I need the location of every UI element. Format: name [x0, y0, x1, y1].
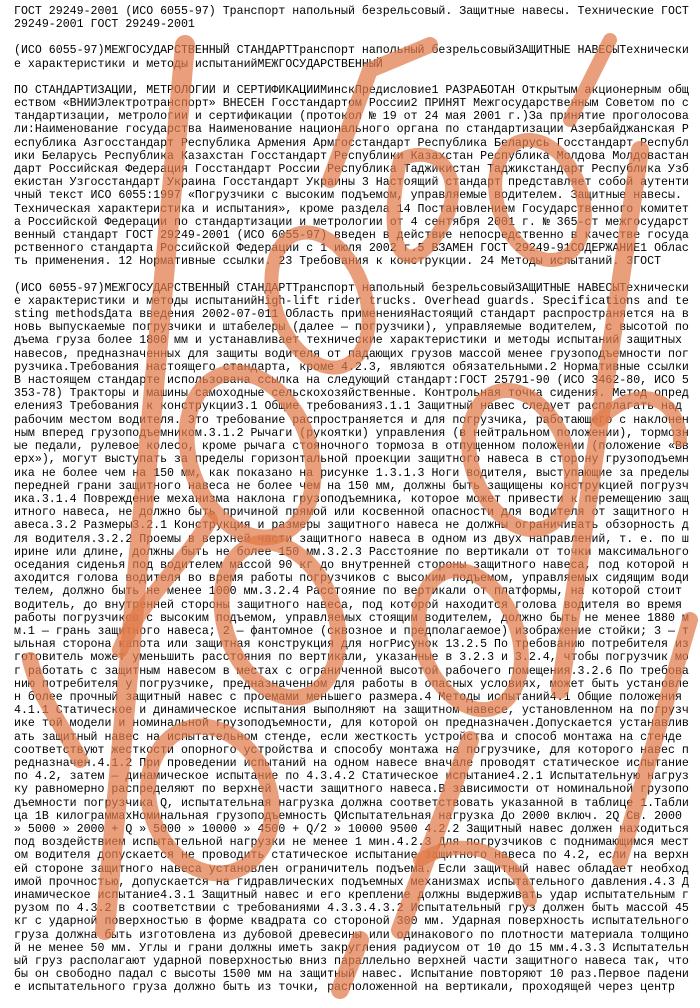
document-title-block: (ИСО 6055-97)МЕЖГОСУДАРСТВЕННЫЙ СТАНДАРТТранспорт напольный безрельсовыйЗАЩИТНЫЕ НАВЕСЫТехнические характеристики и методы испытанийМЕЖГОСУДАРСТВЕННЫЙ — [14, 44, 689, 71]
document-page — [14, 5, 690, 1008]
document-body: (ИСО 6055-97)МЕЖГОСУДАРСТВЕННЫЙ СТАНДАРТТранспорт напольный безрельсовыйЗАЩИТНЫЕ НАВЕСЫТехнические характеристики и методы испытанийHigh-lift rider trucks. Overhead guards. Specifications and testing methodsДата введения 2002-07-011 Область примененияНастоящий стандарт распространяется на вновь выпускаемые погрузчики и штабелеры (далее — погрузчики), управляемые водителем, с высотой подъема груза более 1800 мм и устанавливает технические характеристики и методы испытаний защитных навесов, предназначенных для защиты водителя от падающих грузов массой менее грузоподъемности погрузчика.Требования настоящего стандарта, кроме 4.2.3, являются обязательными.2 Нормативные ссылкиВ настоящем стандарте использована ссылка на следующий стандарт:ГОСТ 25791-90 (ИСО 3462-80, ИСО 5353-78) Тракторы и машины самоходные сельскохозяйственные. Контрольная точка сидения. Метод определения3 Требования к конструкции3.1 Общие требования3.1.1 Защитный навес следует располагать над рабочим местом водителя. Это требование распространяется и для погрузчика, работающего с наклоненным вперед грузоподъемником.3.1.2 Рычаги (рукоятки) управления (в нейтральном положении), тормозные педали, рулевое колесо, кроме рычага стояночного тормоза в отпущенном положении (положение «Вверх»), могут выступать за пределы горизонтальной проекции защитного навеса в сторону грузоподъемника не более чем на 150 мм, как показано на рисунке 1.3.1.3 Ноги водителя, выступающие за пределы передней грани защитного навеса не более чем на 150 мм, должны быть защищены конструкцией погрузчика.3.1.4 Повреждение механизма наклона грузоподъемника, которое может привести к перемещению защитного навеса, не должно быть причиной прямой или косвенной опасности для водителя от защитного навеса.3.2 Размеры3.2.1 Конструкция и размеры защитного навеса не должны ограничивать обзорность для водителя.3.2.2 Проемы в верхней части защитного навеса в одном из двух направлений, т. е. по ширине или длине, должны быть не более 150 мм.3.2.3 Расстояние по вертикали от точки максимального оседания сиденья под водителем массой 90 кг до внутренней стороны защитного навеса, под которой находится голова водителя во время работы погрузчиков с высоким подъемом, управляемых сидящим водителем, должно быть не менее 1000 мм.3.2.4 Расстояние по вертикали от платформы, на которой стоит водитель, до внутренней стороны защитного навеса, под которой находится голова водителя во время работы погрузчиков с высоким подъемом, управляемых стоящим водителем, должно быть не менее 1880 мм.1 — грань защитного навеса; 2 — фантомное (сквозное и предполагаемое) изображение стойки; 3 — тыльная сторона капота или защитная конструкция для ногРисунок 13.2.5 По требованию потребителя изготовитель может уменьшить расстояния по вертикали, указанные в 3.2.3 и 3.2.4, чтобы погрузчик мог работать с защитным навесом в местах с ограниченной высотой рабочего помещения.3.2.6 По требованию потребителя у погрузчике, предназначенном для работы в опасных условиях, может быть установлен более прочный защитный навес с проемами меньшего размера.4 Методы испытаний4.1 Общие положения4.1.1 Статическое и динамическое испытания выполняют на защитном навесе, установленном на погрузчике той модели и номинальной грузоподъемности, для которой он предназначен.Допускается устанавливать защитный навес на испытательном стенде, если жесткость устройства и способ монтажа на стенде соответствуют жесткости опорного устройства и способу монтажа на погрузчике, для которого навес предназначен.4.1.2 При проведении испытаний на одном навесе вначале проводят статическое испытание по 4.2, затем — динамическое испытание по 4.3.4.2 Статическое испытание4.2.1 Испытательную нагрузку равномерно распределяют по верхней части защитного навеса.В зависимости от номинальной грузоподъемности погрузчика Q, испытательная нагрузка должна соответствовать указанной в таблице 1.Таблица 1В килограммахНоминальная грузоподъемность QИспытательная нагрузка До 2000 включ. 2Q Св. 2000 » 5000 » 2000 + Q » 5000 » 10000 » 4500 + Q/2 » 10000 9500 4.2.2 Защитный навес должен находиться под воздействием испытательной нагрузки не менее 1 мин.4.2.3 Для погрузчиков с поднимающимся местом водителя допускается не проводить статическое испытание защитного навеса по 4.2, если на верхней стороне защитного навеса установлен ограничитель подъема. Если защитный навес обладает необходимой прочностью, допускается на гидравлических подъемных механизмах испытательного давления.4.3 Динамическое испытание4.3.1 Защитный навес и его крепление должны выдерживать удар испытательным грузом по 4.3.2 в соответствии с требованиями 4.3.3.4.3.2 Испытательный груз должен быть массой 45 кг с ударной поверхностью в форме квадрата со стороной 300 мм. Ударная поверхность испытательного груза должна быть изготовлена из дубовой древесины или одинакового по плотности материала толщиной не менее 50 мм. Углы и грани должны иметь закругления радиусом от 10 до 15 мм.4.3.3 Испытательный груз располагают ударной поверхностью вниз параллельно верхней части защитного навеса так, чтобы он свободно падал с высоты 1500 мм на защитный навес. Испытание повторяют 10 раз.Первое падение испытательного груза должно быть из точки, расположенной на вертикали, проходящей через центр — [14, 281, 689, 995]
document-header-line: ГОСТ 29249-2001 (ИСО 6055-97) Транспорт напольный безрельсовый. Защитные навесы. Технические ГОСТ 29249-2001 ГОСТ 29249-2001 — [14, 5, 689, 32]
document-preface: ПО СТАНДАРТИЗАЦИИ, МЕТРОЛОГИИ И СЕРТИФИКАЦИИМинскПредисловие1 РАЗРАБОТАН Открытым акционерным обществом «ВНИИЭлектротранспорт» ВНЕСЕН Госстандартом России2 ПРИНЯТ Межгосударственным Советом по стандартизации, метрологии и сертификации (протокол № 19 от 24 мая 2001 г.)За принятие проголосовали:Наименование государства Наименование национального органа по стандартизации Азербайджанская Республика Азгосстандарт Республика Армения Армгосстандарт Республика Беларусь Госстандарт Республики Беларусь Республика Казахстан Госстандарт Республики Казахстан Республика Молдова Молдовастандарт Российская Федерация Госстандарт России Республика Таджикистан Таджикстандарт Республика Узбекистан Узгосстандарт Украина Госстандарт Украины 3 Настоящий стандарт представляет собой аутентичный текст ИСО 6055:1997 «Погрузчики с высоким подъемом, управляемые водителем. Защитные навесы. Техническая характеристика и испытания», кроме раздела 14 Постановлением Государственного комитета Российской Федерации по стандартизации и метрологии от 4 сентября 2001 г. № 365-ст межгосударственный стандарт ГОСТ 29249-2001 (ИСО 6055-97) введен в действие непосредственно в качестве государственного стандарта Российской Федерации с 1 июля 2002 г.5 ВЗАМЕН ГОСТ 29249-91СОДЕРЖАНИЕ1 Область применения. 12 Нормативные ссылки. 23 Требования к конструкции. 24 Методы испытаний. 3ГОСТ — [14, 83, 689, 269]
